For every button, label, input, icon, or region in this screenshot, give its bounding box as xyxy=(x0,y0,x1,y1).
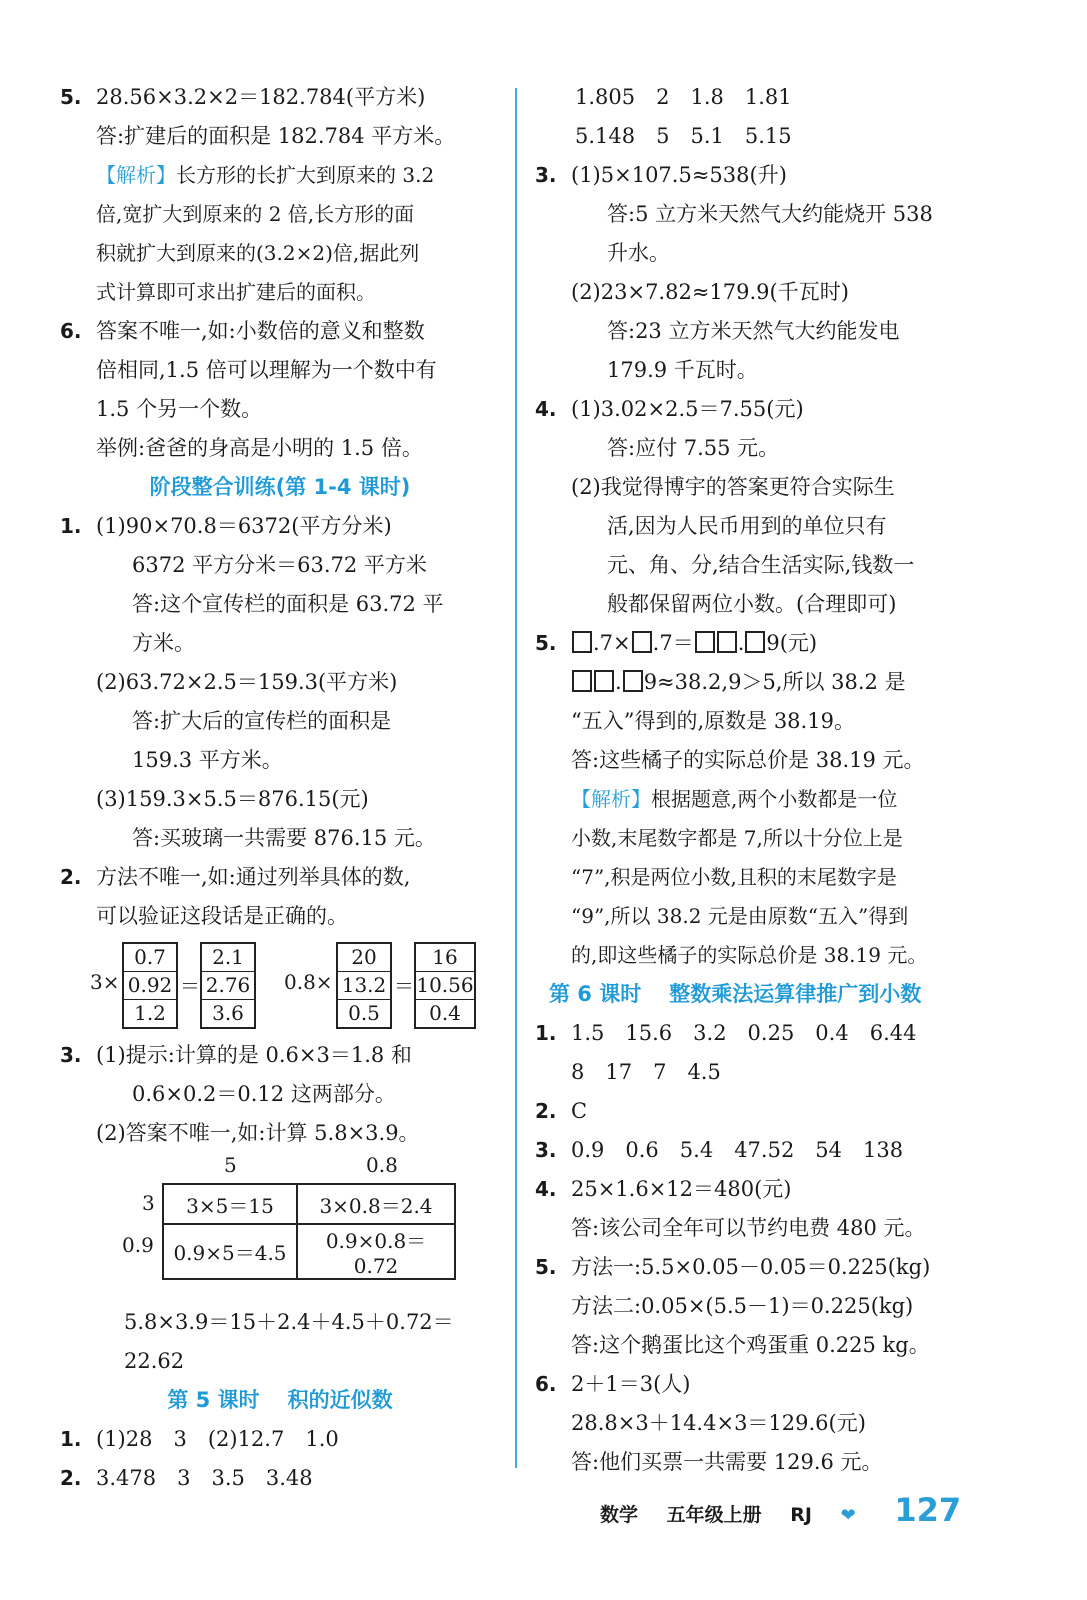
answer-line: 答:这个宣传栏的面积是 63.72 平 xyxy=(132,592,444,616)
answer-line: 答:这些橘子的实际总价是 38.19 元。 xyxy=(571,748,925,772)
answer-line: 方法二:0.05×(5.5－1)＝0.225(kg) xyxy=(571,1294,914,1318)
analysis-line: 小数,末尾数字都是 7,所以十分位上是 xyxy=(571,826,903,850)
blank-box xyxy=(623,670,643,692)
answer-line: 答:5 立方米天然气大约能烧开 538 xyxy=(607,202,933,226)
answer-line: (2)我觉得博宇的答案更符合实际生 xyxy=(571,475,895,499)
answer-line: 1. (1)28 3 (2)12.7 1.0 xyxy=(60,1427,339,1451)
number-box: 0.7 0.92 1.2 xyxy=(122,942,178,1029)
answer-line: (2)63.72×2.5＝159.3(平方米) xyxy=(96,670,398,694)
answer-line: 2. 3.478 3 3.5 3.48 xyxy=(60,1466,313,1490)
answer-line: . 9≈38.2,9＞5,所以 38.2 是 xyxy=(535,663,985,702)
answer-line: 答:应付 7.55 元。 xyxy=(607,436,780,460)
answer-line: 3. (1)提示:计算的是 0.6×3＝1.8 和 xyxy=(60,1043,412,1067)
answer-line: 1.5 个另一个数。 xyxy=(96,397,263,421)
answer-line: 8 17 7 4.5 xyxy=(571,1060,721,1084)
answer-line: 179.9 千瓦时。 xyxy=(607,358,758,382)
answer-line: 升水。 xyxy=(607,241,670,265)
answer-line: 5.8×3.9＝15＋2.4＋4.5＋0.72＝ xyxy=(124,1310,454,1334)
answer-line: (3)159.3×5.5＝876.15(元) xyxy=(96,787,369,811)
answer-line: 4. 25×1.6×12＝480(元) xyxy=(535,1177,792,1201)
answer-line: 答:扩建后的面积是 182.784 平方米。 xyxy=(96,124,456,148)
blank-box xyxy=(632,631,652,653)
section-title: 阶段整合训练(第 1-4 课时) xyxy=(149,475,411,499)
blank-box xyxy=(572,631,592,653)
table-cell: 3×5＝15 xyxy=(163,1184,297,1224)
analysis-tag: 【解析】 xyxy=(96,163,176,187)
table-row xyxy=(163,1184,455,1224)
table-cell: 0.9×0.8＝0.72 xyxy=(297,1224,455,1279)
answer-line: 5. 28.56×3.2×2＝182.784(平方米) xyxy=(60,85,426,109)
answer-line: 22.62 xyxy=(124,1349,185,1373)
analysis-line: “9”,所以 38.2 元是由原数“五入”得到 xyxy=(571,904,909,928)
answer-line: 答:扩大后的宣传栏的面积是 xyxy=(132,709,392,733)
analysis-line: 【解析】根据题意,两个小数都是一位 xyxy=(571,787,898,811)
blank-box xyxy=(572,670,592,692)
answer-line: (2)答案不唯一,如:计算 5.8×3.9。 xyxy=(96,1121,420,1145)
footer-edition: RJ xyxy=(790,1504,812,1526)
answer-line: 6372 平方分米＝63.72 平方米 xyxy=(132,553,427,577)
answer-line: 2. 方法不唯一,如:通过列举具体的数, xyxy=(60,865,411,889)
answer-line: 5. .7× .7＝ . 9(元) xyxy=(535,631,818,655)
answer-line: 2. C xyxy=(535,1099,588,1123)
column-divider xyxy=(515,88,517,1468)
answer-line: 6. 2＋1＝3(人) xyxy=(535,1372,691,1396)
answer-line: 159.3 平方米。 xyxy=(132,748,283,772)
analysis-tag: 【解析】 xyxy=(571,787,651,811)
section-title: 第 5 课时 积的近似数 xyxy=(167,1388,393,1412)
left-column xyxy=(60,78,500,1498)
table-col-header: 5 xyxy=(224,1153,237,1177)
answer-line: 活,因为人民币用到的单位只有 xyxy=(607,514,887,538)
table-cell: 0.9×5＝4.5 xyxy=(163,1224,297,1279)
answer-line: 答:买玻璃一共需要 876.15 元。 xyxy=(132,826,436,850)
box-multiplier: 3× xyxy=(90,970,120,994)
table-col-header: 0.8 xyxy=(366,1153,398,1177)
heart-icon: ❤ xyxy=(840,1505,856,1526)
analysis-line: 式计算即可求出扩建后的面积。 xyxy=(96,280,376,304)
product-grid xyxy=(162,1183,456,1280)
table-row-header: 0.9 xyxy=(122,1233,154,1257)
answer-line: 答:该公司全年可以节约电费 480 元。 xyxy=(571,1216,926,1240)
answer-line: 1. 1.5 15.6 3.2 0.25 0.4 6.44 xyxy=(535,1021,917,1045)
analysis-line: 的,即这些橘子的实际总价是 38.19 元。 xyxy=(571,943,928,967)
number-box: 20 13.2 0.5 xyxy=(336,942,392,1029)
answer-line: 1. (1)90×70.8＝6372(平方分米) xyxy=(60,514,392,538)
box-diagram xyxy=(60,936,500,1036)
equals-sign: ＝ xyxy=(394,974,414,998)
right-column xyxy=(535,78,985,1482)
table-row-header: 3 xyxy=(142,1191,155,1215)
answer-line: (2)23×7.82≈179.9(千瓦时) xyxy=(571,280,849,304)
page-number: 127 xyxy=(894,1491,962,1529)
footer-subject: 数学 xyxy=(600,1504,639,1526)
equals-sign: ＝ xyxy=(180,974,200,998)
answer-line: “五入”得到的,原数是 38.19。 xyxy=(571,709,855,733)
blank-box xyxy=(745,631,765,653)
analysis-line: “7”,积是两位小数,且积的末尾数字是 xyxy=(571,865,897,889)
answer-line: 3. 0.9 0.6 5.4 47.52 54 138 xyxy=(535,1138,904,1162)
analysis-line: 倍,宽扩大到原来的 2 倍,长方形的面 xyxy=(96,202,415,226)
answer-line: 28.8×3＋14.4×3＝129.6(元) xyxy=(571,1411,866,1435)
answer-line: 0.6×0.2＝0.12 这两部分。 xyxy=(132,1082,396,1106)
blank-box xyxy=(717,631,737,653)
answer-line: 1.805 2 1.8 1.81 xyxy=(575,85,792,109)
answer-line: 般都保留两位小数。(合理即可) xyxy=(607,592,897,616)
footer-grade: 五年级上册 xyxy=(666,1504,762,1526)
number-box: 2.1 2.76 3.6 xyxy=(200,942,256,1029)
answer-line: 举例:爸爸的身高是小明的 1.5 倍。 xyxy=(96,436,423,460)
answer-line: 元、角、分,结合生活实际,钱数一 xyxy=(607,553,915,577)
table-row xyxy=(163,1224,455,1279)
answer-line: 6. 答案不唯一,如:小数倍的意义和整数 xyxy=(60,319,425,343)
area-model-table xyxy=(60,1153,500,1303)
box-multiplier: 0.8× xyxy=(284,970,333,994)
answer-line: 答:他们买票一共需要 129.6 元。 xyxy=(571,1450,883,1474)
answer-line: 3. (1)5×107.5≈538(升) xyxy=(535,163,787,187)
section-title: 第 6 课时 整数乘法运算律推广到小数 xyxy=(549,982,922,1006)
answer-line: 5.148 5 5.1 5.15 xyxy=(575,124,792,148)
number-box: 16 10.56 0.4 xyxy=(414,942,476,1029)
answer-line: 答:这个鹅蛋比这个鸡蛋重 0.225 kg。 xyxy=(571,1333,930,1357)
answer-line: 答:23 立方米天然气大约能发电 xyxy=(607,319,900,343)
answer-line: 方米。 xyxy=(132,631,195,655)
blank-box xyxy=(594,670,614,692)
answer-line: 4. (1)3.02×2.5＝7.55(元) xyxy=(535,397,804,421)
analysis-line: 【解析】长方形的长扩大到原来的 3.2 xyxy=(96,163,435,187)
answer-line: 5. 方法一:5.5×0.05－0.05＝0.225(kg) xyxy=(535,1255,931,1279)
answer-line: 倍相同,1.5 倍可以理解为一个数中有 xyxy=(96,358,437,382)
analysis-line: 积就扩大到原来的(3.2×2)倍,据此列 xyxy=(96,241,420,265)
table-cell: 3×0.8＝2.4 xyxy=(297,1184,455,1224)
answer-line: 可以验证这段话是正确的。 xyxy=(96,904,348,928)
page-footer xyxy=(600,1490,983,1530)
blank-box xyxy=(695,631,715,653)
